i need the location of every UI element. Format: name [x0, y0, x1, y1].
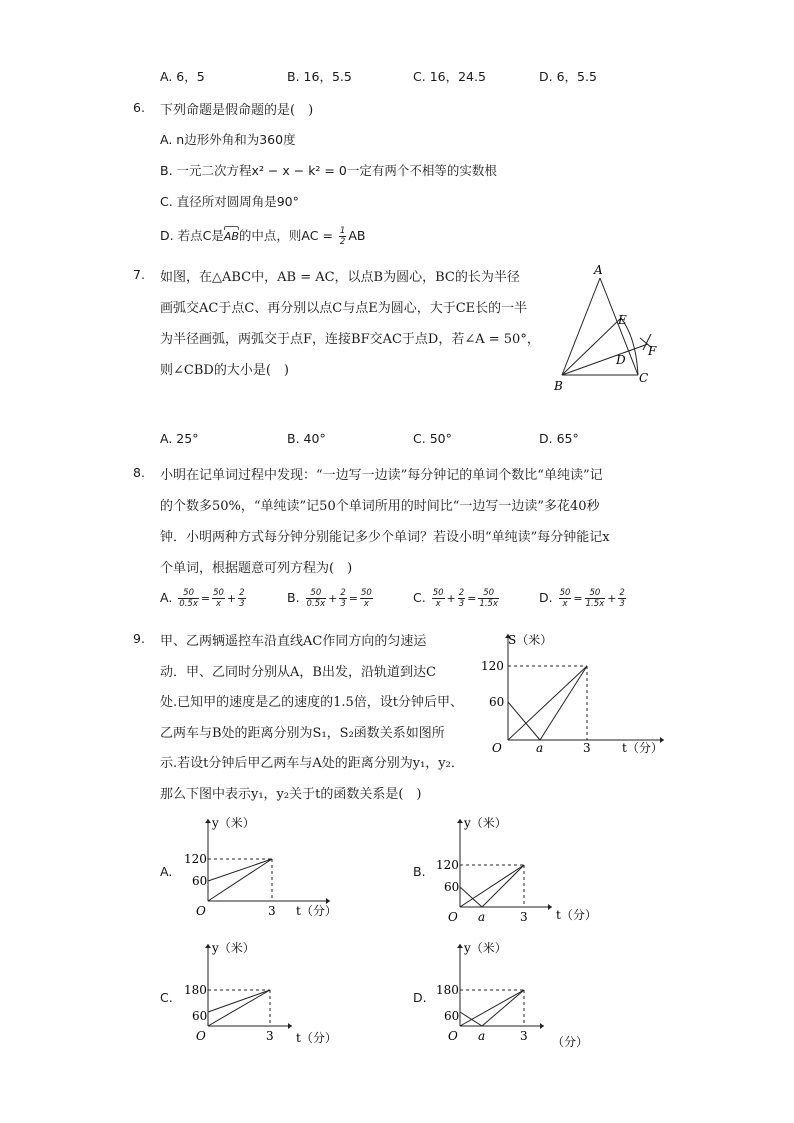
main-graph-origin: O — [492, 741, 502, 755]
opt-d-ylabel: y（米） — [464, 941, 507, 955]
q7-line-3: 为半径画弧，两弧交于点F，连接BF交AC于点D，若∠A = 50°， — [160, 332, 540, 347]
opt-d-origin: O — [448, 1029, 458, 1043]
opt-b-x-3: 3 — [520, 910, 528, 924]
q8-line-4: 个单词，根据题意可列方程为( ) — [160, 561, 353, 576]
opt-c-y-lo: 60 — [192, 1009, 208, 1023]
opt-d-y-hi: 180 — [436, 983, 459, 997]
main-graph-y-hi: 120 — [481, 659, 504, 673]
q9-line-4: 乙两车与B处的距离分别为S₁，S₂函数关系如图所 — [160, 726, 445, 741]
q6-option-d[interactable]: D. 若点C是 AB的中点，则AC = $\frac{1}{2}$ AB — [160, 226, 366, 247]
q9-option-c-label[interactable]: C. — [160, 990, 173, 1005]
opt-d-y-lo: 60 — [444, 1009, 460, 1023]
opt-d-x-3: 3 — [520, 1029, 528, 1043]
opt-d-xlabel: （分） — [552, 1035, 589, 1049]
q6-stem: 下列命题是假命题的是( ) — [160, 103, 314, 118]
q6-option-a[interactable]: A. n边形外角和为360度 — [160, 132, 296, 147]
q8-line-1: 小明在记单词过程中发现：“一边写一边读”每分钟记的单词个数比“单纯读”记 — [160, 468, 603, 483]
opt-a-origin: O — [196, 904, 206, 918]
main-graph-y-lo: 60 — [489, 695, 505, 709]
q9-option-c-graph[interactable] — [180, 940, 340, 1052]
opt-b-xlabel: t（分） — [556, 908, 597, 922]
q7-label-c: C — [639, 371, 649, 385]
q7-option-b[interactable]: B. 40° — [287, 431, 326, 446]
q9-main-graph — [474, 628, 674, 758]
q8-line-3: 钟．小明两种方式每分钟分别能记多少个单词？若设小明“单纯读”每分钟能记x — [160, 530, 610, 545]
main-graph-a: a — [536, 741, 544, 755]
opt-b-ylabel: y（米） — [464, 816, 507, 830]
q7-label-b: B — [554, 379, 563, 393]
q8-option-b[interactable]: B. $\frac{50}{0.5x}$ + $\frac{2}{3}$ = $\frac{50}{x}$ — [287, 588, 372, 609]
q7-label-f: F — [648, 344, 657, 358]
q9-line-3: 处.已知甲的速度是乙的速度的1.5倍，设t分钟后甲、 — [160, 695, 464, 710]
q6-option-c[interactable]: C. 直径所对圆周角是90° — [160, 194, 299, 209]
opt-a-y-lo: 60 — [192, 874, 208, 888]
opt-c-origin: O — [196, 1029, 206, 1043]
q6-option-b[interactable]: B. 一元二次方程x² − x − k² = 0一定有两个不相等的实数根 — [160, 163, 497, 178]
q7-triangle-figure — [548, 260, 668, 395]
q5-option-b[interactable]: B. 16，5.5 — [287, 69, 352, 84]
opt-a-y-hi: 120 — [184, 852, 207, 866]
q9-option-d-graph[interactable] — [432, 940, 592, 1052]
q9-option-b-label[interactable]: B. — [413, 864, 426, 879]
q9-line-2: 动．甲、乙同时分别从A，B出发，沿轨道到达C — [160, 665, 436, 680]
q7-label-a: A — [594, 263, 603, 277]
q7-option-a[interactable]: A. 25° — [160, 431, 199, 446]
q9-number: 9. — [133, 631, 145, 646]
q7-line-2: 画弧交AC于点C、再分别以点C与点E为圆心，大于CE长的一半 — [160, 301, 528, 316]
opt-b-y-hi: 120 — [436, 858, 459, 872]
main-graph-ylabel: S（米） — [508, 633, 553, 647]
opt-a-xlabel: t（分） — [296, 904, 337, 918]
q9-option-d-label[interactable]: D. — [413, 990, 427, 1005]
q9-line-6: 那么下图中表示y₁，y₂关于t的函数关系是( ) — [160, 787, 422, 802]
q5-option-a[interactable]: A. 6，5 — [160, 69, 205, 84]
q9-option-a-label[interactable]: A. — [160, 864, 173, 879]
q9-option-b-graph[interactable] — [432, 815, 597, 925]
q7-label-e: E — [618, 313, 627, 327]
q7-number: 7. — [133, 267, 145, 282]
q5-option-d[interactable]: D. 6，5.5 — [539, 69, 597, 84]
q9-option-a-graph[interactable] — [180, 815, 340, 925]
q8-line-2: 的个数多50%，“单纯读”记50个单词所用的时间比“一边写一边读”多花40秒 — [160, 499, 600, 514]
main-graph-x-3: 3 — [583, 741, 591, 755]
q9-line-1: 甲、乙两辆遥控车沿直线AC作同方向的匀速运 — [160, 634, 427, 649]
q6-number: 6. — [133, 100, 145, 115]
opt-b-a: a — [478, 910, 486, 924]
opt-c-y-hi: 180 — [184, 983, 207, 997]
q7-option-c[interactable]: C. 50° — [413, 431, 452, 446]
q7-label-d: D — [616, 353, 626, 367]
q8-option-d[interactable]: D. $\frac{50}{x}$ = $\frac{50}{1.5x}$ + $\frac{2}{3}$ — [539, 588, 625, 609]
q8-option-a[interactable]: A. $\frac{50}{0.5x}$ = $\frac{50}{x}$ + $\frac{2}{3}$ — [160, 588, 245, 609]
q7-line-4: 则∠CBD的大小是( ) — [160, 363, 289, 378]
q7-option-d[interactable]: D. 65° — [539, 431, 579, 446]
opt-c-xlabel: t（分） — [296, 1031, 337, 1045]
q7-line-1: 如图，在△ABC中，AB = AC，以点B为圆心，BC的长为半径 — [160, 270, 520, 285]
opt-c-x-3: 3 — [266, 1029, 274, 1043]
opt-d-a: a — [478, 1029, 486, 1043]
opt-b-origin: O — [448, 910, 458, 924]
q8-option-c[interactable]: C. $\frac{50}{x}$ + $\frac{2}{3}$ = $\frac{50}{1.5x}$ — [413, 588, 498, 609]
opt-b-y-lo: 60 — [444, 880, 460, 894]
q5-option-c[interactable]: C. 16，24.5 — [413, 69, 486, 84]
main-graph-xlabel: t（分） — [622, 741, 663, 755]
opt-a-ylabel: y（米） — [212, 816, 255, 830]
q8-number: 8. — [133, 465, 145, 480]
opt-c-ylabel: y（米） — [212, 941, 255, 955]
q9-line-5: 示.若设t分钟后甲乙两车与A处的距离分别为y₁，y₂． — [160, 756, 464, 771]
opt-a-x-3: 3 — [268, 904, 276, 918]
